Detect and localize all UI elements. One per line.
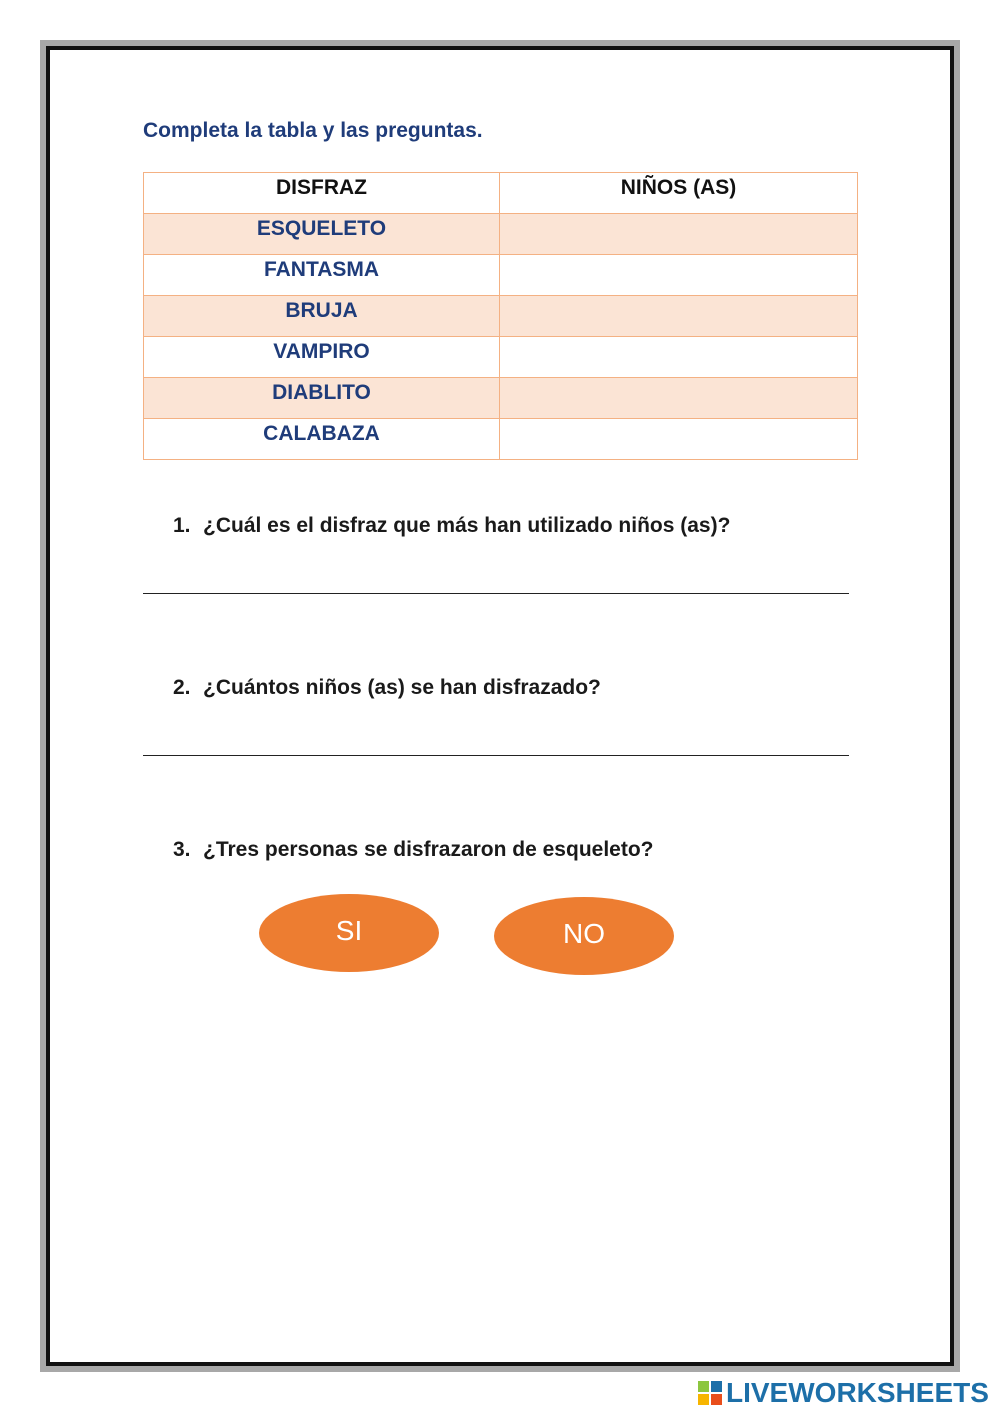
costume-name: CALABAZA [144, 419, 500, 460]
costume-table [143, 172, 858, 460]
table-row [144, 378, 858, 419]
costume-name: DIABLITO [144, 378, 500, 419]
question-text: ¿Tres personas se disfrazaron de esqueleto? [203, 838, 654, 861]
count-input-cell[interactable] [500, 255, 858, 296]
costume-name: FANTASMA [144, 255, 500, 296]
question-number: 2. [173, 676, 191, 699]
table-row [144, 337, 858, 378]
answer-line-2[interactable] [143, 755, 849, 756]
table-row [144, 255, 858, 296]
table-row [144, 214, 858, 255]
header-ninos: NIÑOS (AS) [500, 173, 858, 214]
table-row [144, 419, 858, 460]
liveworksheets-logo-icon [698, 1381, 722, 1405]
liveworksheets-brand [698, 1376, 989, 1410]
costume-name: BRUJA [144, 296, 500, 337]
question-text: ¿Cuál es el disfraz que más han utilizado niños (as)? [203, 514, 731, 537]
answer-line-1[interactable] [143, 593, 849, 594]
table-header-row [144, 173, 858, 214]
header-disfraz: DISFRAZ [144, 173, 500, 214]
option-no-button[interactable]: NO [494, 897, 674, 975]
count-input-cell[interactable] [500, 419, 858, 460]
costume-name: VAMPIRO [144, 337, 500, 378]
instruction-heading: Completa la tabla y las preguntas. [143, 119, 483, 142]
question-number: 1. [173, 514, 191, 537]
table-row [144, 296, 858, 337]
question-text: ¿Cuántos niños (as) se han disfrazado? [203, 676, 601, 699]
question-3 [173, 838, 654, 862]
brand-name: LIVEWORKSHEETS [726, 1377, 989, 1408]
costume-name: ESQUELETO [144, 214, 500, 255]
question-number: 3. [173, 838, 191, 861]
question-2 [173, 676, 601, 700]
question-1 [173, 514, 730, 538]
option-si-button[interactable]: SI [259, 894, 439, 972]
count-input-cell[interactable] [500, 214, 858, 255]
count-input-cell[interactable] [500, 378, 858, 419]
count-input-cell[interactable] [500, 296, 858, 337]
count-input-cell[interactable] [500, 337, 858, 378]
